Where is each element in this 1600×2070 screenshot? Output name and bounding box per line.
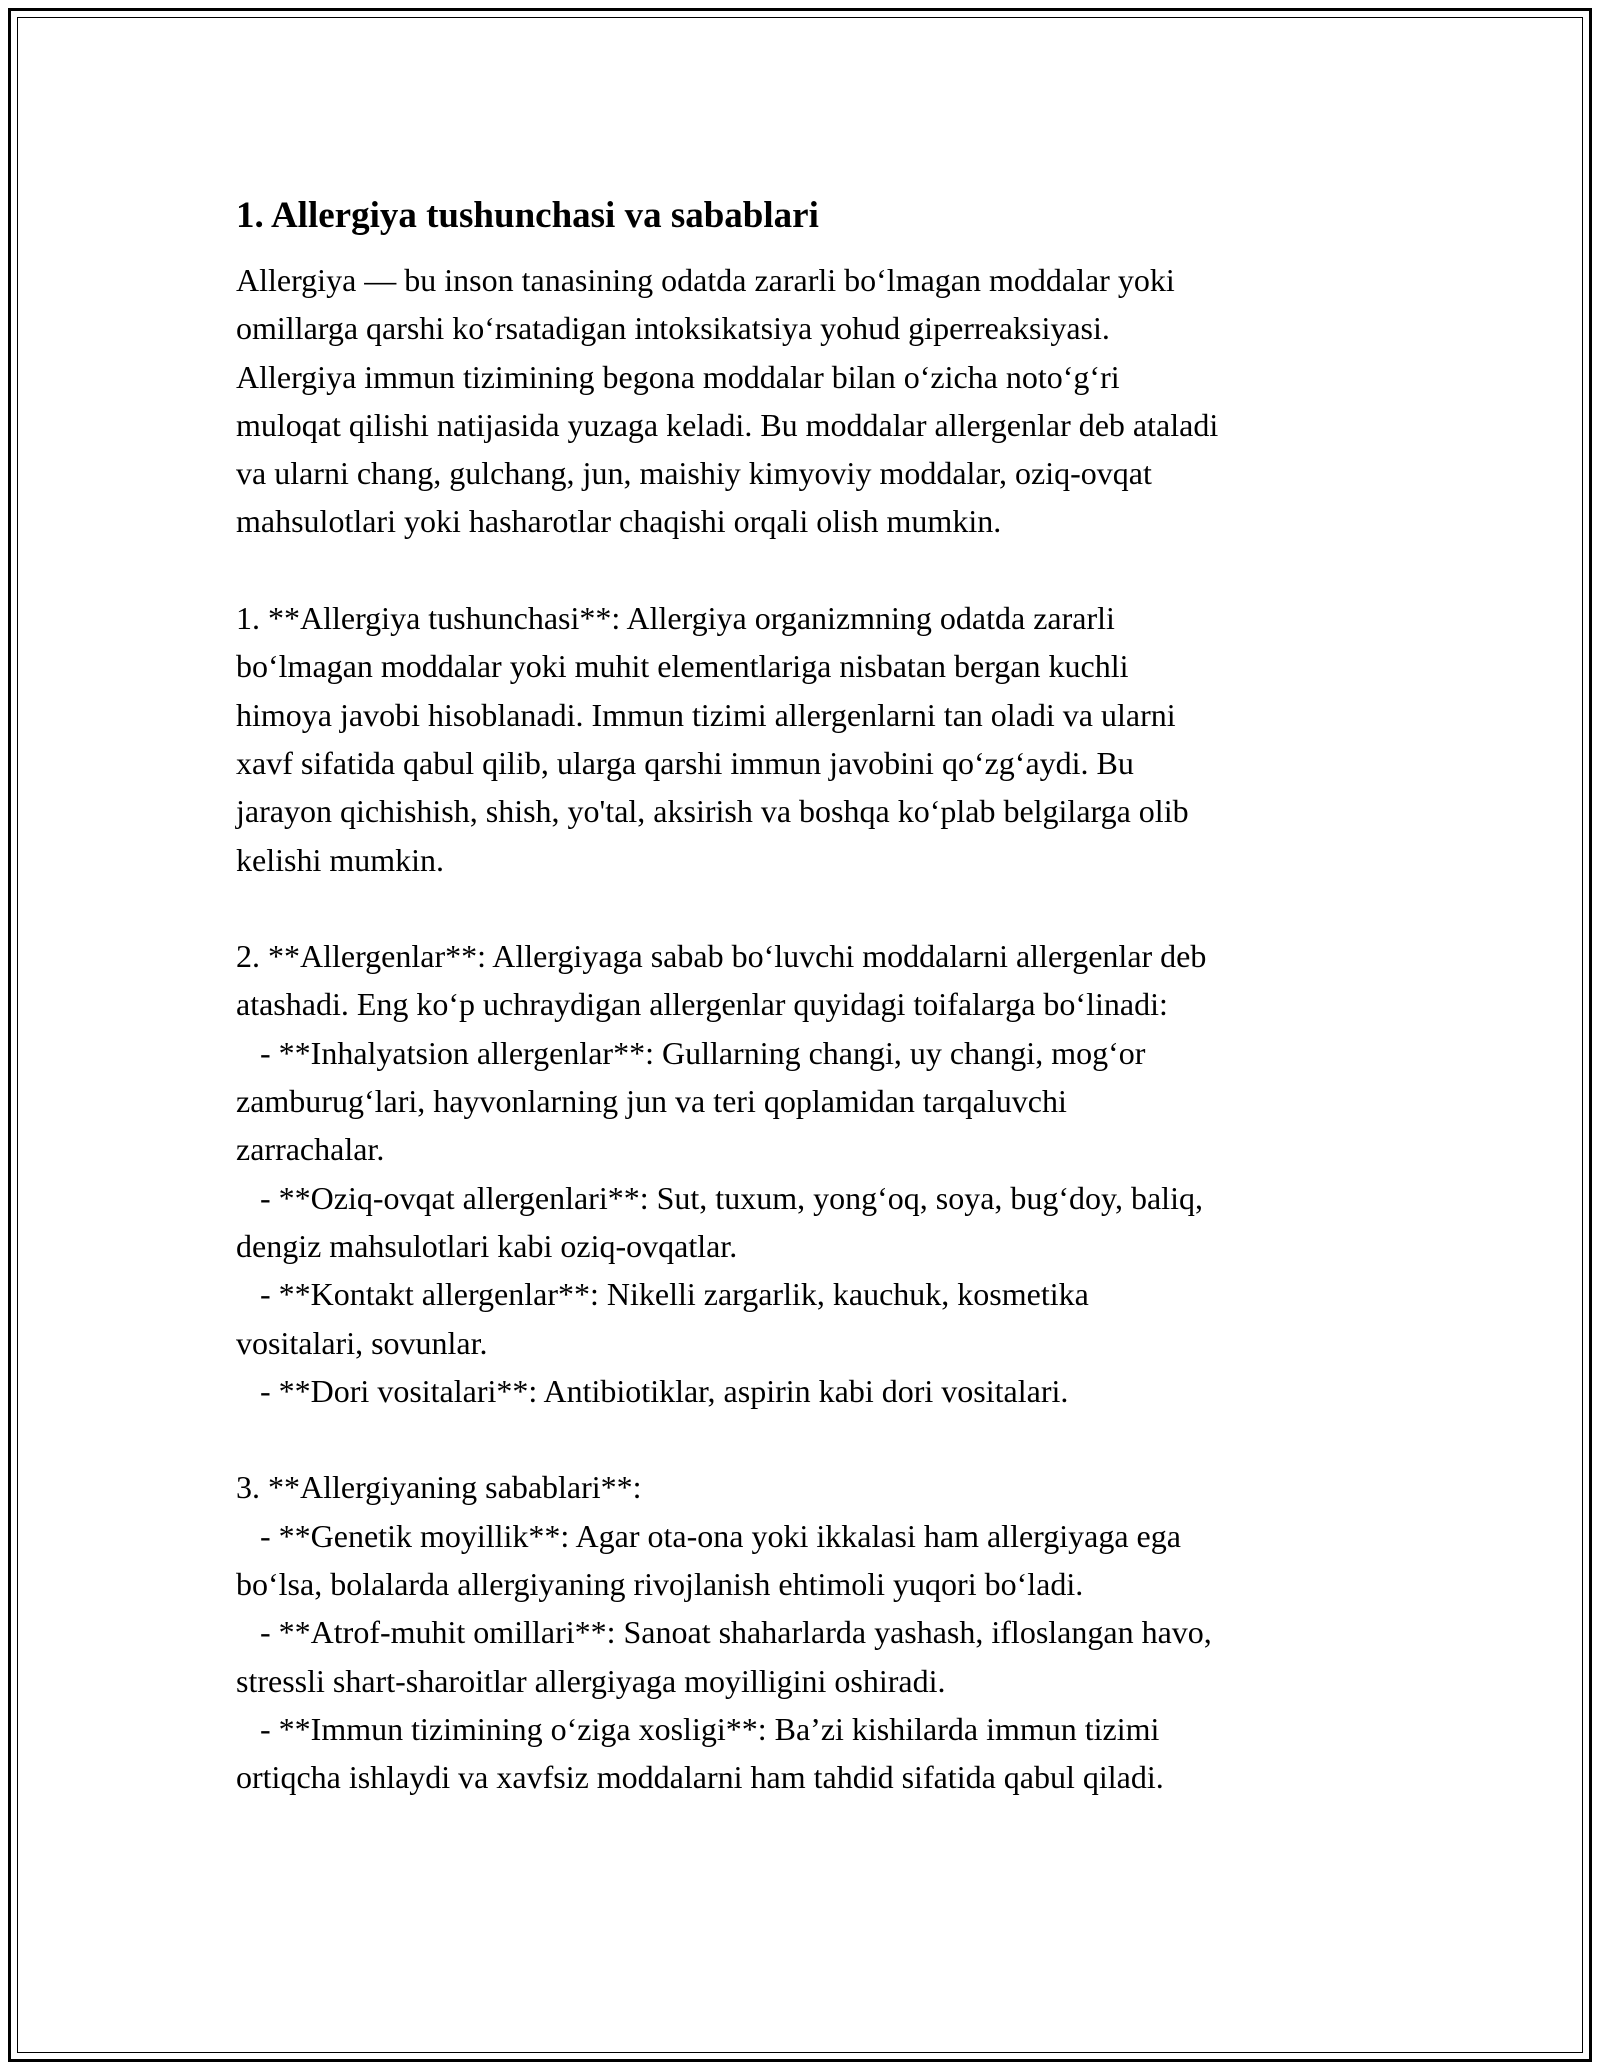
text-line: 2. **Allergenlar**: Allergiyaga sabab boʻluvchi moddalarni allergenlar deb <box>236 938 1207 975</box>
text-line: kelishi mumkin. <box>236 841 444 878</box>
text-line: - **Atrof-muhit omillari**: Sanoat shaharlarda yashash, ifloslangan havo, <box>236 1614 1212 1651</box>
text-line: boʻlsa, bolalarda allergiyaning rivojlanish ehtimoli yuqori boʻladi. <box>236 1566 1084 1603</box>
text-line: zarrachalar. <box>236 1131 385 1168</box>
paragraph-break <box>236 884 1386 932</box>
document-body <box>236 188 1386 1802</box>
text-line: stressli shart-sharoitlar allergiyaga moyilligini oshiradi. <box>236 1662 946 1699</box>
paragraph-break <box>236 546 1386 594</box>
text-line: omillarga qarshi koʻrsatadigan intoksikatsiya yohud giperreaksiyasi. <box>236 310 1110 347</box>
text-line: ortiqcha ishlaydi va xavfsiz moddalarni ham tahdid sifatida qabul qiladi. <box>236 1759 1164 1796</box>
text-line: 3. **Allergiyaning sabablari**: <box>236 1469 642 1506</box>
text-line: jarayon qichishish, shish, yo'tal, aksirish va boshqa koʻplab belgilarga olib <box>236 793 1189 830</box>
text-line: dengiz mahsulotlari kabi oziq-ovqatlar. <box>236 1227 738 1264</box>
text-line: - **Genetik moyillik**: Agar ota-ona yoki ikkalasi ham allergiyaga ega <box>236 1517 1181 1554</box>
text-line: muloqat qilishi natijasida yuzaga keladi. Bu moddalar allergenlar deb ataladi <box>236 406 1219 443</box>
text-line: mahsulotlari yoki hasharotlar chaqishi orqali olish mumkin. <box>236 503 1002 540</box>
text-line: zamburugʻlari, hayvonlarning jun va teri qoplamidan tarqaluvchi <box>236 1083 1067 1120</box>
text-line: himoya javobi hisoblanadi. Immun tizimi allergenlarni tan oladi va ularni <box>236 696 1176 733</box>
text-line: boʻlmagan moddalar yoki muhit elementlariga nisbatan bergan kuchli <box>236 648 1129 685</box>
text-line: - **Inhalyatsion allergenlar**: Gullarning changi, uy changi, mogʻor <box>236 1034 1146 1071</box>
text-line: - **Immun tizimining oʻziga xosligi**: Baʼzi kishilarda immun tizimi <box>236 1710 1160 1747</box>
text-line: 1. **Allergiya tushunchasi**: Allergiya organizmning odatda zararli <box>236 600 1115 637</box>
text-line: - **Dori vositalari**: Antibiotiklar, aspirin kabi dori vositalari. <box>236 1372 1069 1409</box>
paragraph-break <box>236 1415 1386 1463</box>
text-line: va ularni chang, gulchang, jun, maishiy kimyoviy moddalar, oziq-ovqat <box>236 455 1152 492</box>
text-line: Allergiya immun tizimining begona moddalar bilan oʻzicha notoʻgʻri <box>236 358 1120 395</box>
text-line: xavf sifatida qabul qilib, ularga qarshi immun javobini qoʻzgʻaydi. Bu <box>236 744 1134 781</box>
text-line: - **Oziq-ovqat allergenlari**: Sut, tuxum, yongʻoq, soya, bugʻdoy, baliq, <box>236 1179 1203 1216</box>
text-line: - **Kontakt allergenlar**: Nikelli zargarlik, kauchuk, kosmetika <box>236 1276 1089 1313</box>
text-line: Allergiya — bu inson tanasining odatda zararli boʻlmagan moddalar yoki <box>236 262 1175 298</box>
section-heading: 1. Allergiya tushunchasi va sabablari <box>236 195 819 236</box>
text-line: vositalari, sovunlar. <box>236 1324 488 1361</box>
body-text <box>236 256 1386 1802</box>
text-line: atashadi. Eng koʻp uchraydigan allergenlar quyidagi toifalarga boʻlinadi: <box>236 986 1168 1023</box>
